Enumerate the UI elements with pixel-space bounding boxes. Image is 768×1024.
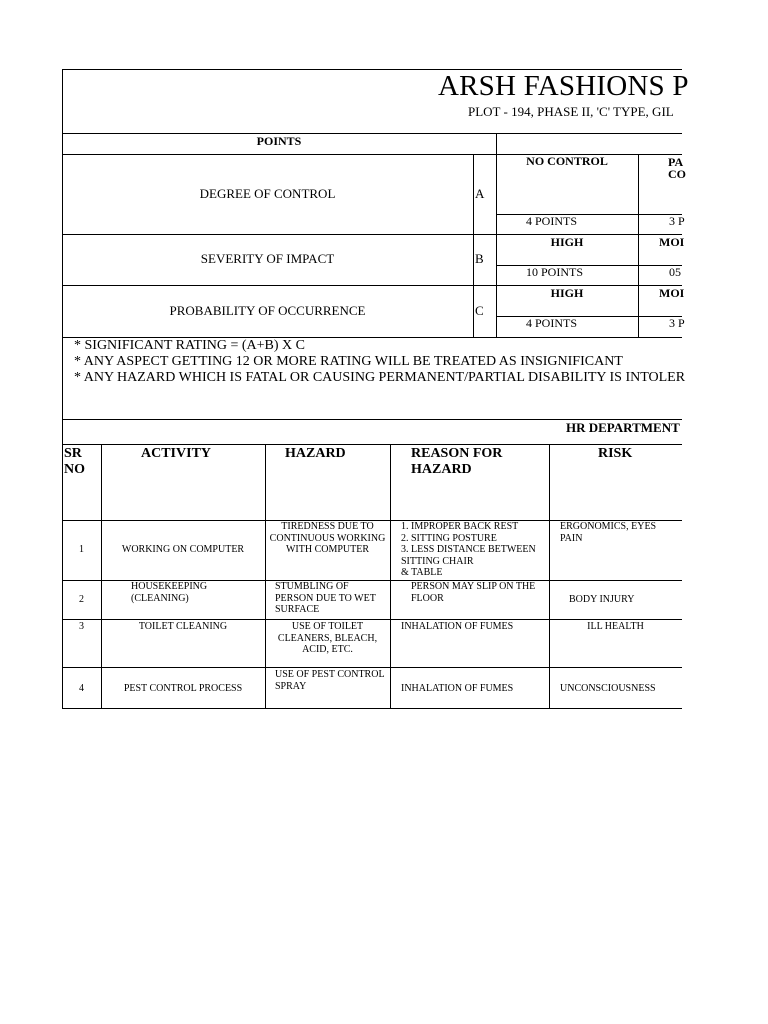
row-4-activity: PEST CONTROL PROCESS <box>123 683 243 694</box>
row-2-sr: 2 <box>79 594 84 605</box>
company-name: ARSH FASHIONS P <box>438 70 689 102</box>
header-reason: REASON FOR HAZARD <box>411 446 503 478</box>
col-line-activity <box>265 444 266 709</box>
row-4-sr: 4 <box>79 683 84 694</box>
points-letter-left-line <box>473 154 474 337</box>
row-2-hazard: STUMBLING OF PERSON DUE TO WET SURFACE <box>275 581 376 615</box>
company-address: PLOT - 194, PHASE II, 'C' TYPE, GIL <box>468 104 674 119</box>
left-border <box>62 69 63 709</box>
col-line-reason <box>549 444 550 709</box>
note-significant-rating: * SIGNIFICANT RATING = (A+B) X C <box>74 338 305 353</box>
probability-moderate-heading: MOI <box>659 286 685 300</box>
row-b-sub-line <box>496 265 682 266</box>
partial-control-points: 3 P <box>669 214 685 228</box>
no-control-heading: NO CONTROL <box>526 154 608 168</box>
row-3-hazard: USE OF TOILET CLEANERS, BLEACH, ACID, ETC. <box>277 621 378 655</box>
row-1-hazard: TIREDNESS DUE TO CONTINUOUS WORKING WITH COMPUTER <box>269 521 386 555</box>
letter-a: A <box>475 186 485 201</box>
severity-moderate-points: 05 <box>669 265 681 279</box>
severity-high-heading: HIGH <box>550 235 584 249</box>
row-2-reason: PERSON MAY SLIP ON THE FLOOR <box>411 581 536 604</box>
row-2-activity: HOUSEKEEPING (CLEANING) <box>131 581 208 604</box>
row-3-reason: INHALATION OF FUMES <box>401 621 514 632</box>
row-2-risk: BODY INJURY <box>569 594 635 605</box>
no-control-points: 4 POINTS <box>526 214 578 228</box>
points-col2-line <box>638 154 639 337</box>
severity-of-impact-label: SEVERITY OF IMPACT <box>200 251 335 266</box>
header-sr-no: SR NO <box>64 446 85 478</box>
points-row-line-2 <box>62 285 682 286</box>
points-header-divider <box>496 133 497 154</box>
row-a-sub-line <box>496 214 682 215</box>
degree-of-control-label: DEGREE OF CONTROL <box>199 186 336 201</box>
row-1-risk: ERGONOMICS, EYES PAIN <box>560 521 657 544</box>
row-c-sub-line <box>496 316 682 317</box>
probability-moderate-points: 3 P <box>669 316 685 330</box>
points-row-line-1 <box>62 234 682 235</box>
col-line-sr <box>101 444 102 709</box>
row-3-sr: 3 <box>79 621 84 632</box>
header-activity: ACTIVITY <box>141 446 212 461</box>
row-1-activity: WORKING ON COMPUTER <box>121 544 245 555</box>
partial-control-heading: PA CO <box>668 155 686 181</box>
probability-high-points: 4 POINTS <box>526 316 578 330</box>
row-4-reason: INHALATION OF FUMES <box>401 683 514 694</box>
header-risk: RISK <box>598 446 633 461</box>
letter-b: B <box>475 251 484 266</box>
header-hazard: HAZARD <box>285 446 346 461</box>
probability-high-heading: HIGH <box>550 286 584 300</box>
table-bottom-line <box>62 708 682 709</box>
row-1-sr: 1 <box>79 544 84 555</box>
row-4-risk: UNCONSCIOUSNESS <box>560 683 656 694</box>
probability-label: PROBABILITY OF OCCURRENCE <box>169 303 366 318</box>
row-3-risk: ILL HEALTH <box>587 621 644 632</box>
department-bottom-line <box>62 444 682 445</box>
header-divider <box>62 133 682 134</box>
note-intolerable: * ANY HAZARD WHICH IS FATAL OR CAUSING PERMANENT/PARTIAL DISABILITY IS INTOLER <box>74 370 686 385</box>
department-label: HR DEPARTMENT <box>566 420 680 435</box>
severity-high-points: 10 POINTS <box>526 265 584 279</box>
col-line-hazard <box>390 444 391 709</box>
points-label: POINTS <box>256 134 302 148</box>
severity-moderate-heading: MOI <box>659 235 685 249</box>
table-row-line-3 <box>62 619 682 620</box>
row-3-activity: TOILET CLEANING <box>138 621 228 632</box>
row-4-hazard: USE OF PEST CONTROL SPRAY <box>275 669 385 692</box>
table-row-line-4 <box>62 667 682 668</box>
note-insignificant: * ANY ASPECT GETTING 12 OR MORE RATING WILL BE TREATED AS INSIGNIFICANT <box>74 354 623 369</box>
letter-c: C <box>475 303 484 318</box>
row-1-reason: 1. IMPROPER BACK REST 2. SITTING POSTURE 3. LESS DISTANCE BETWEEN SITTING CHAIR & TABLE <box>401 521 536 578</box>
